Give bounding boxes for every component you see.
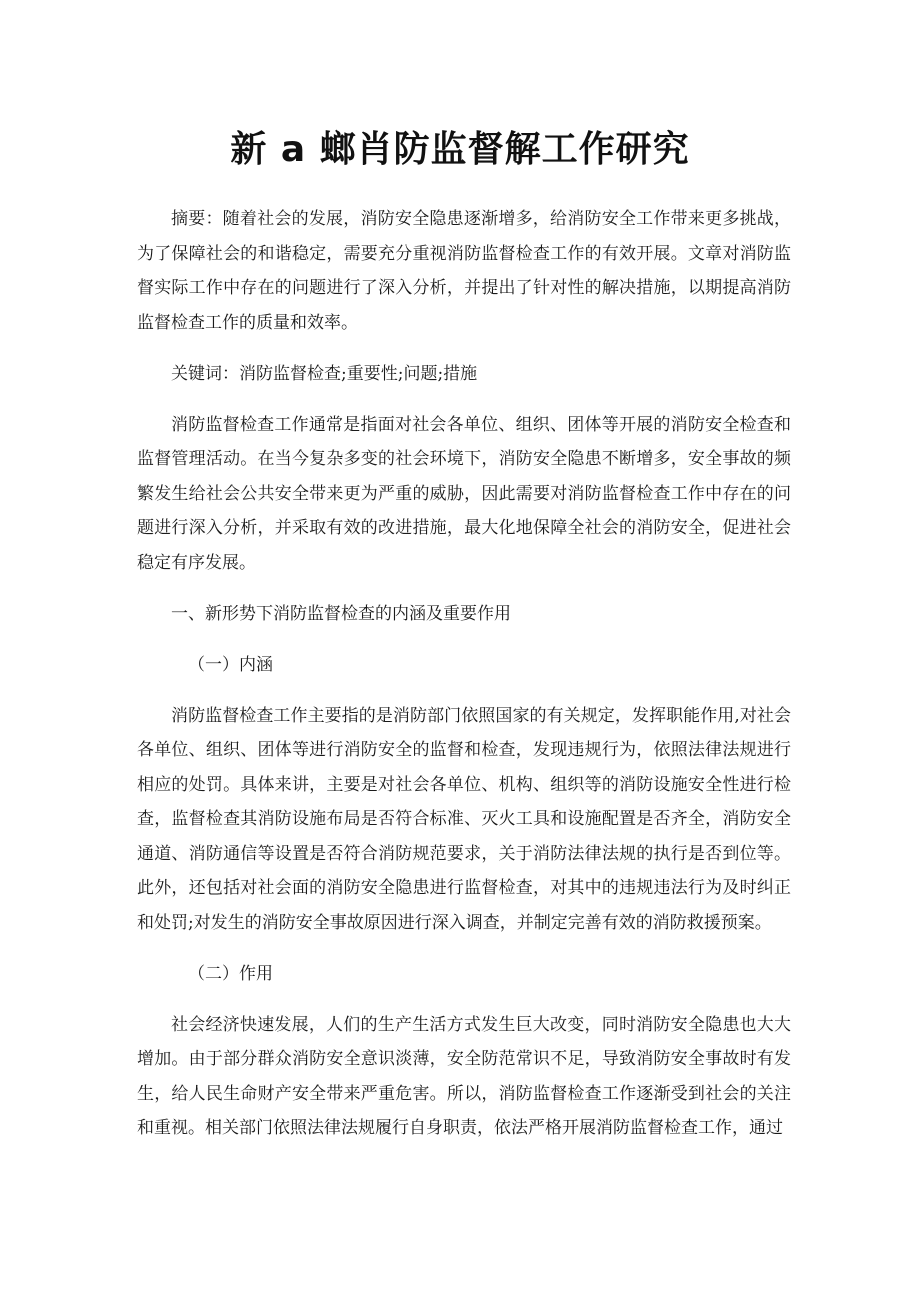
paragraph-gap <box>137 340 791 357</box>
intro-paragraph: 消防监督检查工作通常是指面对社会各单位、组织、团体等开展的消防安全检查和监督管理活动。在当今复杂多变的社会环境下，消防安全隐患不断增多，安全事故的频繁发生给社会公共安全带来更为严重的威胁，因此需要对消防监督检查工作中存在的问题进行深入分析，并采取有效的改进措施，最大化地保障全社会的消防安全，促进社会稳定有序发展。 <box>137 414 791 573</box>
paragraph-gap <box>137 940 791 957</box>
document-body <box>137 202 791 1146</box>
paragraph-gap <box>137 391 791 408</box>
paragraph-gap <box>137 682 791 699</box>
keywords-paragraph: 关键词：消防监督检查;重要性;问题;措施 <box>171 363 478 384</box>
paragraph-gap <box>137 991 791 1008</box>
paragraph-gap <box>137 631 791 648</box>
document-title: 新 a 螂肖防监督解工作研究 <box>230 129 690 170</box>
subsection-body: 社会经济快速发展，人们的生产生活方式发生巨大改变，同时消防安全隐患也大大增加。由于部分群众消防安全意识淡薄，安全防范常识不足，导致消防安全事故时有发生，给人民生命财产安全带来严重危害。所以，消防监督检查工作逐渐受到社会的关注和重视。相关部门依照法律法规履行自身职责，依法严格开展消防监督检查工作，通过 <box>137 1014 791 1138</box>
subsection-heading: （二）作用 <box>188 963 273 984</box>
paragraph-gap <box>137 580 791 597</box>
abstract-paragraph: 摘要：随着社会的发展，消防安全隐患逐渐增多，给消防安全工作带来更多挑战，为了保障社会的和谐稳定，需要充分重视消防监督检查工作的有效开展。文章对消防监督实际工作中存在的问题进行了深入分析，并提出了针对性的解决措施，以期提高消防监督检查工作的质量和效率。 <box>137 209 791 333</box>
section-heading: 一、新形势下消防监督检查的内涵及重要作用 <box>171 603 511 624</box>
subsection-body: 消防监督检查工作主要指的是消防部门依照国家的有关规定，发挥职能作用,对社会各单位、组织、团体等进行消防安全的监督和检查，发现违规行为，依照法律法规进行相应的处罚。具体来讲，主要是对社会各单位、机构、组织等的消防设施安全性进行检查，监督检查其消防设施布局是否符合标准、灭火工具和设施配置是否齐全，消防安全通道、消防通信等设置是否符合消防规范要求，关于消防法律法规的执行是否到位等。此外，还包括对社会面的消防安全隐患进行监督检查，对其中的违规违法行为及时纠正和处罚;对发生的消防安全事故原因进行深入调查，并制定完善有效的消防救援预案。 <box>137 705 791 933</box>
subsection-heading: （一）内涵 <box>188 654 273 675</box>
